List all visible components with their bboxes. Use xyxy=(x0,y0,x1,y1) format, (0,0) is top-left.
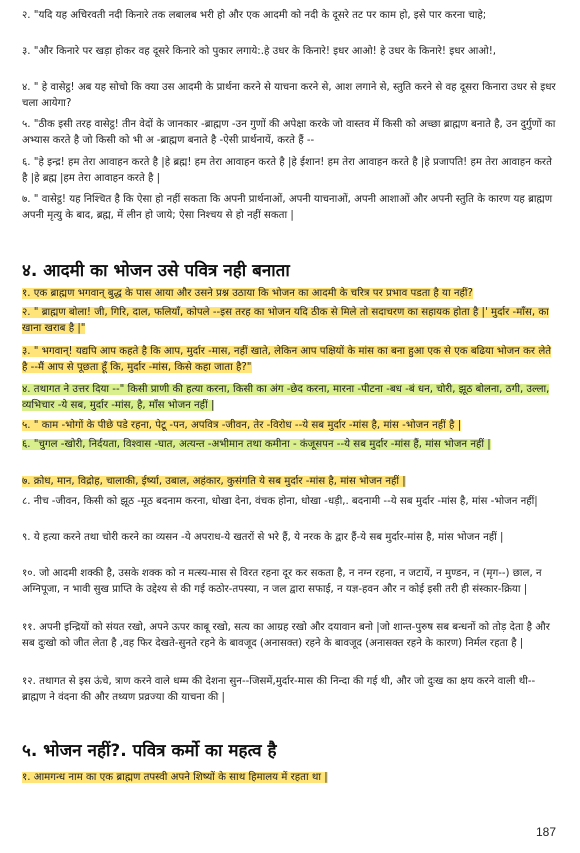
paragraph xyxy=(22,418,556,434)
paragraph xyxy=(22,286,556,302)
highlighted-text: १. आमगन्ध नाम का एक ब्राह्मण तपस्वी अपने शिष्यों के साथ हिमालय में रहता था | xyxy=(22,772,328,783)
highlighted-text: ४. तथागत ने उत्तर दिया --" किसी प्राणी की हत्या करना, किसी का अंग -छेद करना, मारना -पीटना -बध -बं धन, चोरी, झूठ बोलना, ठगी, उल्ला, व्यभिचार -ये सब, मुर्दार -मांस, है, माँस भोजन नहीं | xyxy=(22,384,550,411)
paragraph: २. "यदि यह अचिरवती नदी किनारे तक लबालब भरी हो और एक आदमी को नदी के दूसरे तट पर काम हो, इसे पार करना चाहे; xyxy=(22,10,487,21)
paragraph: ७. " वासेट्ठ! यह निश्चित है कि ऐसा हो नहीं सकता कि अपनी प्रार्थनाओं, अपनी याचनाओं, अपनी आशाओं और अपनी स्तुति के कारण यह ब्राह्मण अपनी मृत्यु के बाद, ब्रह्म, में लीन हो जाये; ऐसा निश्चय से हो नहीं सकता | xyxy=(22,194,553,221)
paragraph xyxy=(22,382,556,414)
section-heading: ५. भोजन नहीं?. पवित्र कर्मो का महत्व है xyxy=(22,741,277,761)
paragraph: ३. "और किनारे पर खड़ा होकर वह दूसरे किनारे को पुकार लगाये:.हे उधर के किनारे! इधर आओ! हे उधर के किनारे! इधर आओ!, xyxy=(22,46,497,57)
paragraph: ५. "ठीक इसी तरह वासेट्ठ! तीन वेदों के जानकार -ब्राह्मण -उन गुणों की अपेक्षा करके जो वास्तव में किसी को अच्छा ब्राह्मण बनाते है, उन दुर्गुणों का अभ्यास करते है जो किसी को भी अ -ब्राह्मण बनाते है -ऐसी प्रार्थनायें, करते हैं -- xyxy=(22,119,556,146)
paragraph xyxy=(22,305,556,337)
paragraph xyxy=(22,437,556,453)
page-number: 187 xyxy=(535,825,556,839)
paragraph: ९. ये हत्या करने तथा चोरी करने का व्यसन -ये अपराध-ये खतरों से भरे हैं, ये नरक के द्वार हैं-ये सब मुर्दार-मांस है, मांस भोजन नहीं | xyxy=(22,532,504,543)
paragraph: ६. "हे इन्द्र! हम तेरा आवाहन करते है |हे ब्रह्म! हम तेरा आवाहन करते है |हे ईशान! हम तेरा आवाहन करते है |हे प्रजापति! हम तेरा आवाहन करते है |हे ब्रह्म |हम तेरा आवाहन करते है | xyxy=(22,157,552,184)
highlighted-text: १. एक ब्राह्मण भगवान् बुद्ध के पास आया और उसने प्रश्न उठाया कि भोजन का आदमी के चरित्र पर प्रभाव पडता है या नहीं? xyxy=(22,288,473,299)
highlighted-text: ३. " भगवान्! यद्यपि आप कहते है कि आप, मुर्दार -मास, नहीं खाते, लेकिन आप पक्षियों के मांस का बना हुआ एक से एक बढिया भोजन कर लेते है --मैं आप से पूछता हूँ कि, मुर्दार -मांस, किसे कहा जाता है?" xyxy=(22,346,552,373)
section-heading: ४. आदमी का भोजन उसे पवित्र नही बनाता xyxy=(22,261,290,281)
highlighted-text: २. " ब्राह्मण बोला! जी, गिरि, दाल, फलियाँ, कोपले --इस तरह का भोजन यदि ठीक से मिले तो सदाचरण का सहायक होता है |' मुर्दार -माँस, का खाना खराब है |" xyxy=(22,307,549,334)
paragraph: ११. अपनी इन्द्रियों को संयत रखो, अपने ऊपर काबू रखो, सत्य का आग्रह रखो और दयावान बनो |जो शान्त-पुरुष सब बन्धनों को तोड़ देता है और सब दुःखो को जीत लेता है ,वह फिर देखते-सुनते रहने के बावजूद (अनासक्त) रहने के बावजूद (अनासक्त रहने के कारण) निर्मल रहता है | xyxy=(22,622,550,649)
paragraph: १०. जो आदमी शक्की है, उसके शक्क को न मत्स्य-मास से विरत रहना दूर कर सकता है, न नग्न रहना, न जटायें, न मुण्डन, न (मृग--) छाल, न अग्निपूजा, न भावी सुख प्राप्ति के उद्देश्य से की गई कठोर-तपस्या, न जल द्वारा सफाई, न यज्ञ-हवन और न कोई इसी तरी ही संस्कार-क्रिया | xyxy=(22,568,542,595)
paragraph xyxy=(22,344,556,376)
paragraph: ४. " हे वासेट्ठ! अब यह सोचो कि क्या उस आदमी के प्रार्थना करने से याचना करने से, आश लगाने से, स्तुति करने से वह दूसरा किनारा उधर से इधर चला आयेगा? xyxy=(22,82,556,109)
highlighted-text: ५. " काम -भोगों के पीछे पडे रहना, पेटू -पन, अपवित्र -जीवन, तेर -विरोध --ये सब मुर्दार -मांस है, मांस -भोजन नहीं है | xyxy=(22,420,462,431)
paragraph: ८. नीच -जीवन, किसी को झूठ -मूठ बदनाम करना, धोखा देना, वंचक होना, धोखा -धड़ी,. बदनामी --ये सब मुर्दार -मांस है, मांस -भोजन नहीं| xyxy=(22,496,538,507)
highlighted-text: ७. क्रोध, मान, विद्रोह, चालाकी, ईर्ष्या, उबाल, अहंकार, कुसंगति ये सब मुर्दार -मांस है, मांस भोजन नहीं | xyxy=(22,476,406,487)
highlighted-text: ६. "चुगल -खोरी, निर्दयता, विश्वास -घात, अत्यन्त -अभीमान तथा कमीना - कंजूसपन --ये सब मुर्दार -मांस हैं, मांस भोजन नहीं | xyxy=(22,439,491,450)
paragraph xyxy=(22,770,556,786)
paragraph xyxy=(22,474,556,490)
paragraph: १२. तथागत से इस ऊंचे, त्राण करने वाले धम्म की देशना सुन--जिसमें,मुर्दार-मास की निन्दा की गई थी, और जो दुःख का क्षय करने वाली थी--ब्राह्मण ने वंदना की और तथ्यण प्रव्रज्या की याचना की | xyxy=(22,676,536,703)
